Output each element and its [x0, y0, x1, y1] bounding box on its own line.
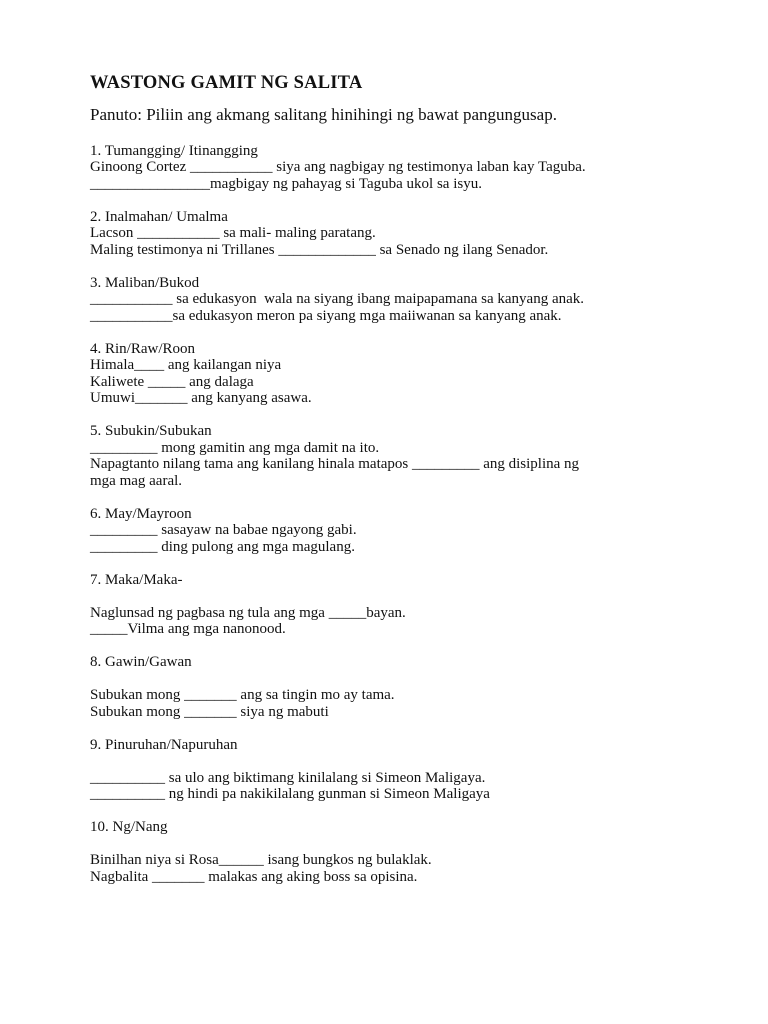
exercise-heading: 1. Tumangging/ Itinangging [90, 142, 258, 159]
exercise-sentence: Binilhan niya si Rosa______ isang bungkos ng bulaklak. [90, 852, 432, 868]
exercise-sentence: mga mag aaral. [90, 472, 183, 489]
exercise-item [90, 819, 730, 885]
exercise-sentence: _________ sasayaw na babae ngayong gabi. [90, 522, 357, 538]
spacer [90, 753, 730, 770]
exercise-sentence: ___________sa edukasyon meron pa siyang mga maiiwanan sa kanyang anak. [90, 307, 562, 324]
instructions-text: Panuto: Piliin ang akmang salitang hinihingi ng bawat pangungusap. [90, 105, 557, 124]
exercise-item [90, 572, 730, 638]
exercise-sentence: __________ ng hindi pa nakikilalang gunman si Simeon Maligaya [90, 786, 490, 802]
exercise-heading: 4. Rin/Raw/Roon [90, 340, 196, 357]
exercise-sentence: Kaliwete _____ ang dalaga [90, 373, 254, 390]
spacer [90, 588, 730, 605]
exercise-list [90, 143, 730, 886]
exercise-sentence: Maling testimonya ni Trillanes _____________ sa Senado ng ilang Senador. [90, 241, 549, 258]
exercise-sentence: Subukan mong _______ ang sa tingin mo ay tama. [90, 687, 395, 703]
exercise-heading: 7. Maka/Maka- [90, 571, 183, 588]
exercise-item [90, 423, 730, 489]
exercise-heading: 2. Inalmahan/ Umalma [90, 208, 228, 225]
exercise-sentence: ___________ sa edukasyon wala na siyang ibang maipapamana sa kanyang anak. [90, 291, 585, 307]
exercise-sentence: __________ sa ulo ang biktimang kinilalang si Simeon Maligaya. [90, 769, 486, 786]
exercise-sentence: Subukan mong _______ siya ng mabuti [90, 703, 329, 720]
exercise-heading: 10. Ng/Nang [90, 819, 168, 835]
exercise-sentence: ________________magbigay ng pahayag si Taguba ukol sa isyu. [90, 175, 482, 192]
exercise-item [90, 506, 730, 556]
exercise-sentence: _________ ding pulong ang mga magulang. [90, 538, 355, 555]
exercise-heading: 3. Maliban/Bukod [90, 274, 200, 291]
exercise-item [90, 341, 730, 407]
spacer [90, 671, 730, 688]
spacer [90, 836, 730, 853]
exercise-sentence: Umuwi_______ ang kanyang asawa. [90, 390, 312, 406]
exercise-sentence: _________ mong gamitin ang mga damit na ito. [90, 439, 380, 456]
exercise-sentence: Napagtanto nilang tama ang kanilang hinala matapos _________ ang disiplina ng [90, 456, 580, 472]
exercise-heading: 9. Pinuruhan/Napuruhan [90, 736, 238, 753]
exercise-item [90, 275, 730, 325]
page-title: WASTONG GAMIT NG SALITA [90, 73, 363, 93]
exercise-item [90, 737, 730, 803]
exercise-sentence: Naglunsad ng pagbasa ng tula ang mga _____bayan. [90, 604, 406, 621]
exercise-sentence: _____Vilma ang mga nanonood. [90, 621, 286, 637]
exercise-item [90, 143, 730, 193]
exercise-item [90, 654, 730, 720]
worksheet-page [90, 64, 730, 885]
exercise-heading: 5. Subukin/Subukan [90, 423, 212, 439]
exercise-sentence: Ginoong Cortez ___________ siya ang nagbigay ng testimonya laban kay Taguba. [90, 159, 586, 175]
exercise-sentence: Himala____ ang kailangan niya [90, 357, 282, 373]
exercise-heading: 6. May/Mayroon [90, 505, 192, 522]
exercise-sentence: Lacson ___________ sa mali- maling paratang. [90, 225, 376, 241]
exercise-sentence: Nagbalita _______ malakas ang aking boss sa opisina. [90, 868, 418, 885]
exercise-item [90, 209, 730, 259]
exercise-heading: 8. Gawin/Gawan [90, 654, 192, 670]
